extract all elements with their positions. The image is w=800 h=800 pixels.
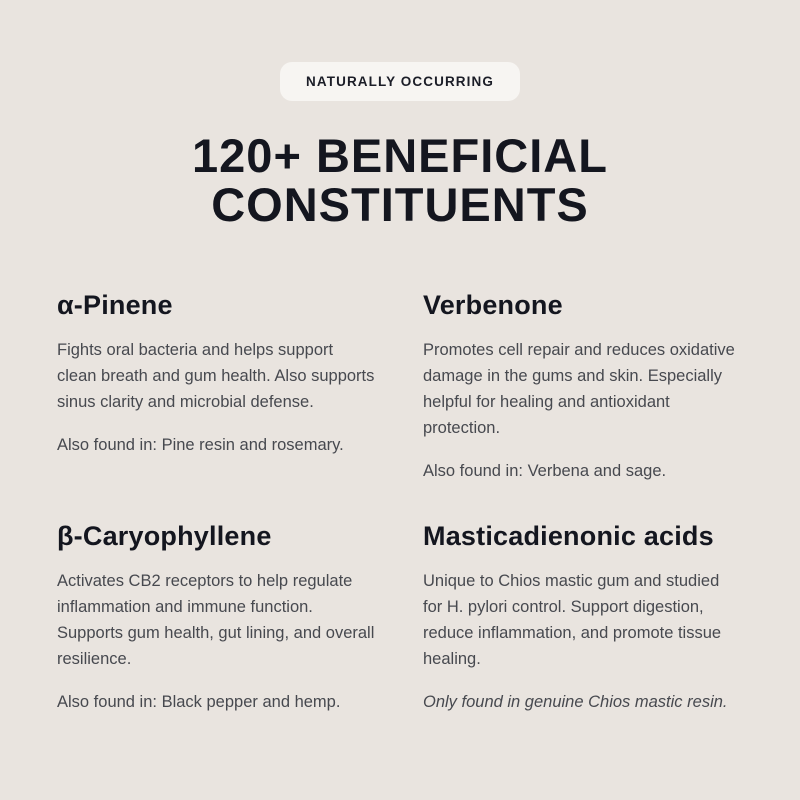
- constituent-name: α-Pinene: [57, 290, 173, 320]
- page-title-line2: CONSTITUENTS: [211, 178, 589, 231]
- page-title: [0, 131, 800, 229]
- page-title-line1: 120+ BENEFICIAL: [192, 129, 608, 182]
- constituents-grid: [0, 289, 800, 715]
- constituent-card-alpha-pinene: [57, 289, 377, 484]
- constituent-name: β-Caryophyllene: [57, 521, 272, 551]
- constituent-note: Also found in: Black pepper and hemp.: [57, 693, 341, 711]
- constituent-description: Promotes cell repair and reduces oxidative damage in the gums and skin. Especially helpful for healing and antioxidant protection.: [423, 341, 735, 437]
- constituent-note: Only found in genuine Chios mastic resin.: [423, 693, 728, 711]
- badge-row: [0, 0, 800, 101]
- constituent-description: Fights oral bacteria and helps support clean breath and gum health. Also supports sinus clarity and microbial defense.: [57, 341, 375, 411]
- constituent-description: Unique to Chios mastic gum and studied for H. pylori control. Support digestion, reduce inflammation, and promote tissue healing.: [423, 572, 722, 668]
- constituent-note: Also found in: Verbena and sage.: [423, 462, 667, 480]
- constituent-card-beta-caryophyllene: [57, 520, 377, 715]
- constituent-description: Activates CB2 receptors to help regulate inflammation and immune function. Supports gum health, gut lining, and overall resilience.: [57, 572, 375, 668]
- constituent-card-verbenone: [423, 289, 743, 484]
- constituent-card-masticadienonic-acids: [423, 520, 743, 715]
- constituent-note: Also found in: Pine resin and rosemary.: [57, 436, 344, 454]
- constituent-name: Verbenone: [423, 290, 563, 320]
- naturally-occurring-badge: NATURALLY OCCURRING: [280, 62, 520, 101]
- constituent-name: Masticadienonic acids: [423, 521, 714, 551]
